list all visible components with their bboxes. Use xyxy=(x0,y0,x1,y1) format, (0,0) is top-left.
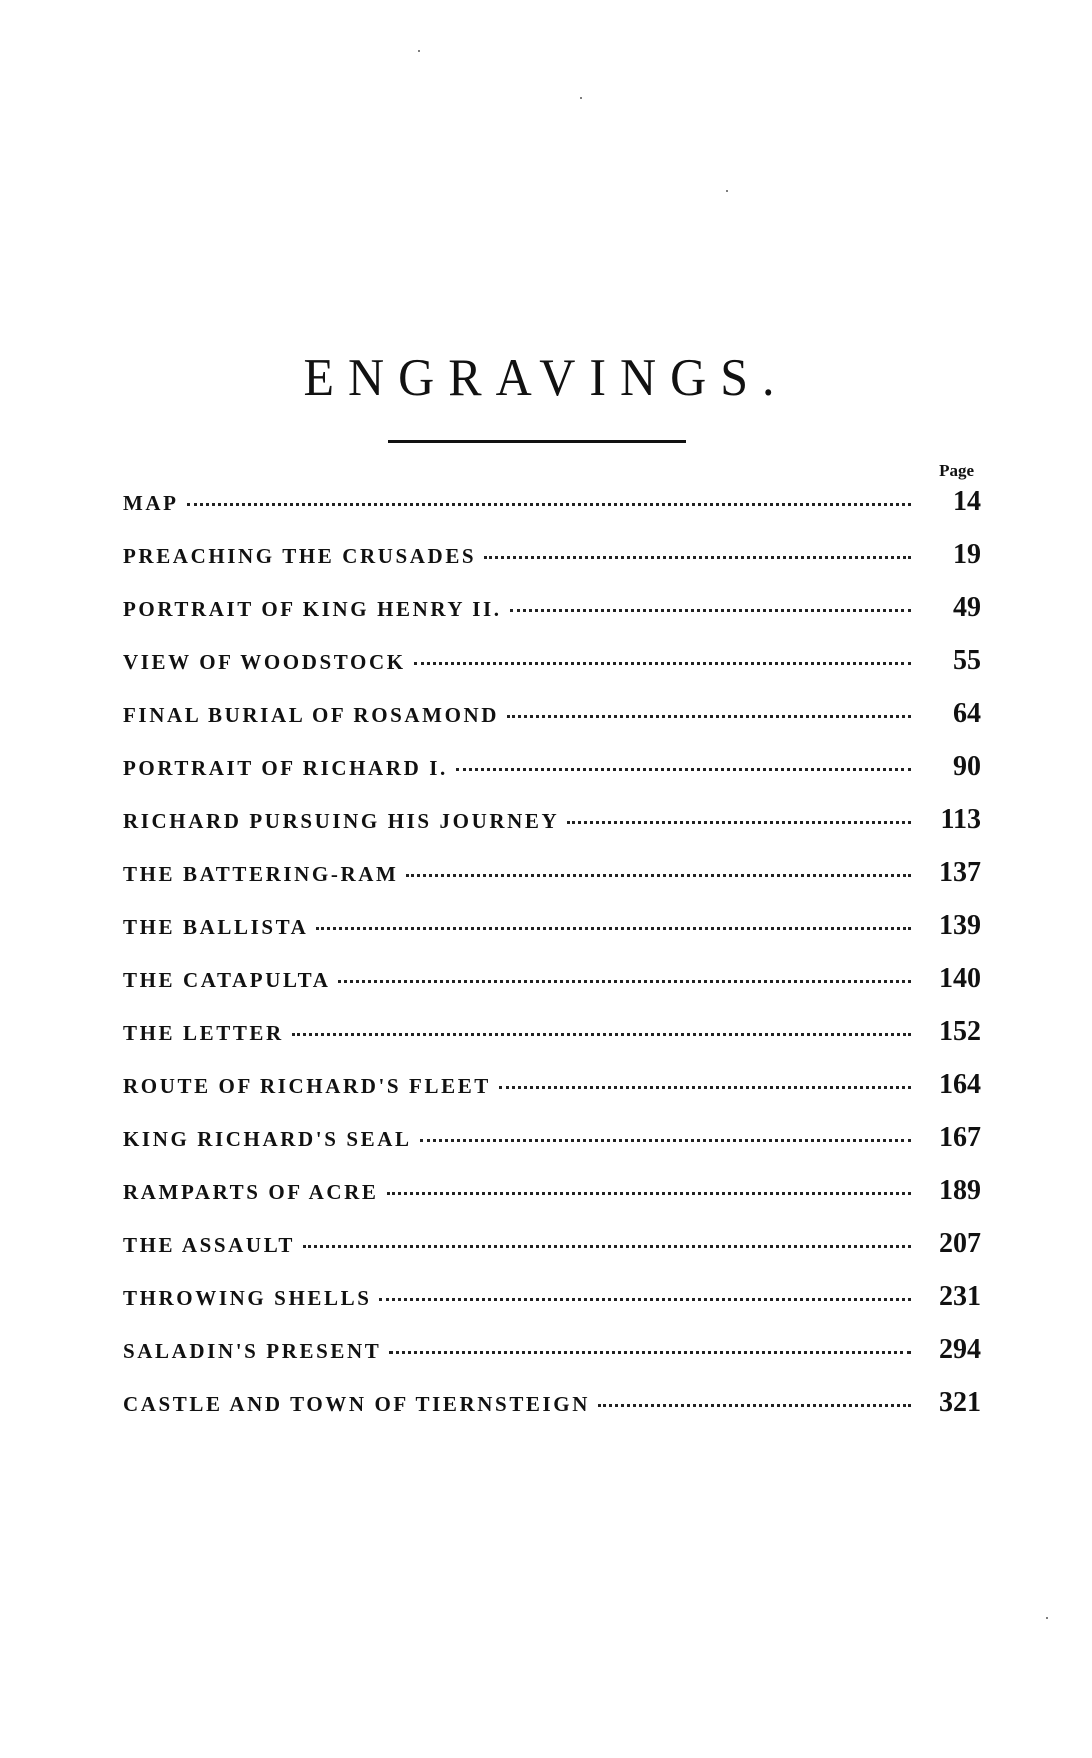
entry-page-number: 113 xyxy=(940,804,981,835)
entry-page-number: 137 xyxy=(939,857,981,888)
entry-page-number: 167 xyxy=(939,1122,981,1153)
engravings-list xyxy=(123,486,981,1440)
entry-title: THE LETTER xyxy=(123,1021,284,1045)
entry-page-number: 90 xyxy=(953,751,981,782)
list-item xyxy=(123,486,981,539)
list-item xyxy=(123,698,981,751)
list-item xyxy=(123,1387,981,1440)
page-column-label: Page xyxy=(939,461,974,480)
dot-leader xyxy=(379,1298,911,1301)
entry-title: RICHARD PURSUING HIS JOURNEY xyxy=(123,809,560,833)
entry-title: THE CATAPULTA xyxy=(123,968,331,992)
dot-leader xyxy=(507,715,911,718)
entry-title: CASTLE AND TOWN OF TIERNSTEIGN xyxy=(123,1392,591,1416)
list-item xyxy=(123,1334,981,1387)
entry-page-number: 19 xyxy=(953,539,981,570)
entry-page-number: 49 xyxy=(953,592,981,623)
dot-leader xyxy=(406,874,911,877)
dot-leader xyxy=(499,1086,911,1089)
entry-page-number: 294 xyxy=(939,1334,981,1365)
entry-title: THE ASSAULT xyxy=(123,1233,295,1257)
list-item xyxy=(123,963,981,1016)
dot-leader xyxy=(484,556,911,559)
entry-title: THROWING SHELLS xyxy=(123,1286,372,1310)
page-title: ENGRAVINGS. xyxy=(303,346,789,407)
entry-page-number: 189 xyxy=(939,1175,981,1206)
list-item xyxy=(123,1281,981,1334)
entry-page-number: 140 xyxy=(939,963,981,994)
entry-page-number: 207 xyxy=(939,1228,981,1259)
list-item xyxy=(123,645,981,698)
list-item xyxy=(123,1122,981,1175)
dot-leader xyxy=(187,503,911,506)
dot-leader xyxy=(338,980,911,983)
dot-leader xyxy=(598,1404,911,1407)
entry-title: SALADIN'S PRESENT xyxy=(123,1339,382,1363)
print-speck xyxy=(726,190,728,192)
print-speck xyxy=(580,97,582,99)
dot-leader xyxy=(389,1351,911,1354)
title-rule xyxy=(388,440,686,443)
entry-title: THE BATTERING-RAM xyxy=(123,862,399,886)
entry-title: RAMPARTS OF ACRE xyxy=(123,1180,379,1204)
print-speck xyxy=(418,50,420,52)
entry-title: THE BALLISTA xyxy=(123,915,309,939)
entry-page-number: 231 xyxy=(939,1281,981,1312)
entry-page-number: 55 xyxy=(953,645,981,676)
dot-leader xyxy=(303,1245,911,1248)
list-item xyxy=(123,1228,981,1281)
dot-leader xyxy=(414,662,911,665)
dot-leader xyxy=(420,1139,911,1142)
list-item xyxy=(123,1016,981,1069)
list-item xyxy=(123,857,981,910)
dot-leader xyxy=(316,927,911,930)
entry-title: KING RICHARD'S SEAL xyxy=(123,1127,412,1151)
entry-title: PREACHING THE CRUSADES xyxy=(123,544,477,568)
entry-title: ROUTE OF RICHARD'S FLEET xyxy=(123,1074,491,1098)
entry-title: PORTRAIT OF RICHARD I. xyxy=(123,756,448,780)
dot-leader xyxy=(292,1033,911,1036)
list-item xyxy=(123,804,981,857)
list-item xyxy=(123,1069,981,1122)
list-item xyxy=(123,910,981,963)
dot-leader xyxy=(567,821,911,824)
entry-title: FINAL BURIAL OF ROSAMOND xyxy=(123,703,500,727)
entry-page-number: 321 xyxy=(939,1387,981,1418)
entry-page-number: 64 xyxy=(953,698,981,729)
entry-page-number: 164 xyxy=(939,1069,981,1100)
list-item xyxy=(123,751,981,804)
dot-leader xyxy=(510,609,911,612)
entry-title: VIEW OF WOODSTOCK xyxy=(123,650,406,674)
dot-leader xyxy=(456,768,911,771)
entry-page-number: 152 xyxy=(939,1016,981,1047)
list-item xyxy=(123,1175,981,1228)
entry-page-number: 139 xyxy=(939,910,981,941)
entry-title: MAP xyxy=(123,491,179,515)
print-speck xyxy=(1046,1617,1048,1619)
entry-title: PORTRAIT OF KING HENRY II. xyxy=(123,597,502,621)
entry-page-number: 14 xyxy=(953,486,981,517)
list-item xyxy=(123,592,981,645)
dot-leader xyxy=(387,1192,911,1195)
list-item xyxy=(123,539,981,592)
